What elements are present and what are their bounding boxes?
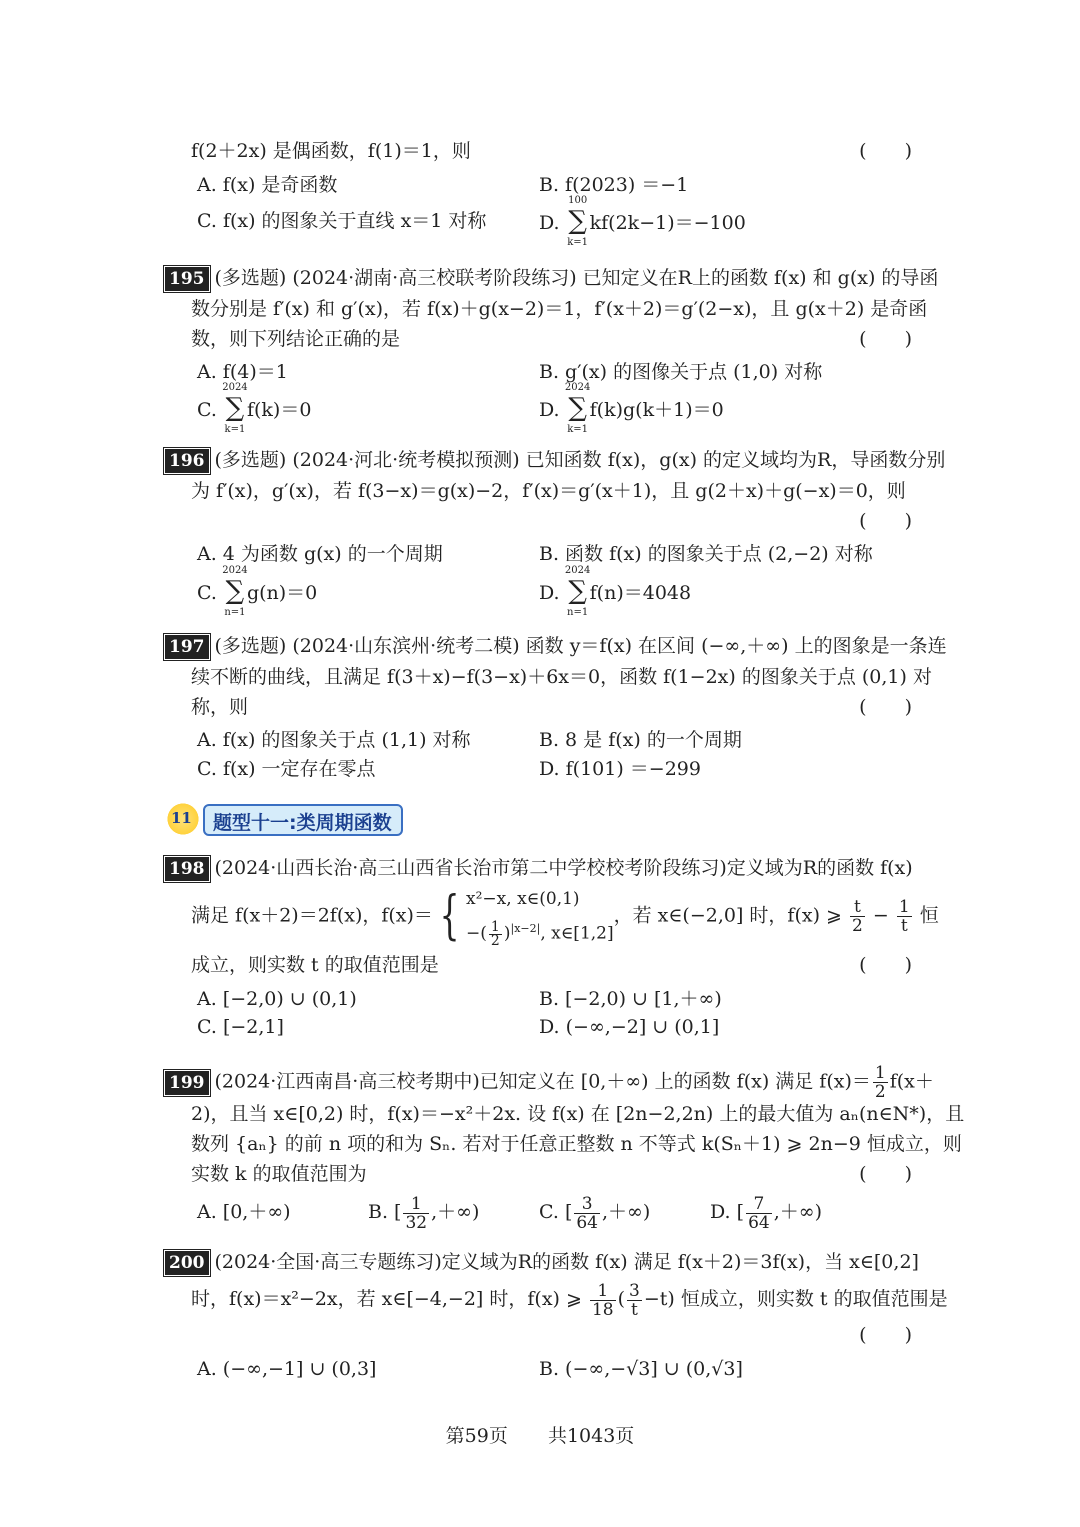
q200-option-a: A. (−∞,−1] ∪ (0,3]: [197, 1358, 377, 1380]
q194-option-a: A. f(x) 是奇函数: [197, 174, 338, 196]
q195-option-a: A. f(4)＝1: [197, 361, 288, 383]
q197-option-a: A. f(x) 的图象关于点 (1,1) 对称: [197, 729, 471, 751]
q195-option-d: [539, 382, 724, 435]
summation-symbol: 2024 ∑ n=1: [567, 578, 589, 606]
frac-numerator: 1: [490, 918, 500, 935]
q197-stem-line1: [165, 633, 947, 659]
sum-lower: n=1: [224, 607, 246, 618]
answer-paren: ( ): [859, 1324, 912, 1346]
q200-stem-line2: [191, 1280, 948, 1319]
stem-text: (2024·江西南昌·高三校考期中)已知定义在 [0,＋∞) 上的函数 f(x) 满足 f(x)＝: [214, 1070, 871, 1093]
stem-text: 满足 f(x＋2)＝2f(x)，f(x)＝: [191, 904, 433, 927]
q196-option-b: B. 函数 f(x) 的图象关于点 (2,−2) 对称: [539, 543, 873, 565]
answer-paren: ( ): [859, 1163, 912, 1185]
minus-sign: −: [866, 904, 895, 927]
sum-lower: k=1: [224, 424, 246, 435]
section-header: [163, 801, 403, 837]
option-text: f(k)g(k＋1)＝0: [589, 399, 724, 421]
q197-option-d: D. f(101) ＝−299: [539, 758, 701, 780]
section-title-bar: [203, 804, 403, 836]
q199-option-d: [710, 1194, 822, 1232]
open-paren: (: [617, 1288, 626, 1310]
q199-option-c: [539, 1194, 650, 1232]
answer-paren: ( ): [859, 140, 912, 162]
stem-text: (多选题) (2024·山东滨州·统考二模) 函数 y＝f(x) 在区间 (−∞,＋∞) 上的图象是一条连: [214, 635, 947, 657]
q198-stem-line3: 成立，则实数 t 的取值范围是: [191, 954, 439, 976]
option-text: ,＋∞): [431, 1201, 480, 1223]
q199-stem-line1: [165, 1064, 934, 1101]
total-pages: 共1043页: [547, 1425, 635, 1447]
exponent: |x−2|: [510, 922, 541, 935]
case-2-close: ): [503, 923, 511, 944]
frac-numerator: t: [850, 898, 865, 917]
sum-upper: 100: [568, 195, 588, 206]
answer-paren: ( ): [859, 510, 912, 532]
q198-stem-line1: [165, 855, 913, 881]
q199-stem-line2: 2)，且当 x∈[0,2) 时，f(x)＝−x²＋2x. 设 f(x) 在 [2n−2,2n) 上的最大值为 aₙ(n∈N*)，且: [191, 1103, 965, 1125]
stem-text: (2024·山西长治·高三山西省长治市第二中学校校考阶段练习)定义域为R的函数 f(x): [214, 857, 913, 879]
q197-stem-line3: 称，则: [191, 696, 249, 718]
q196-stem-line2: 为 f′(x)，g′(x)，若 f(3−x)＝g(x)−2，f′(x)＝g′(x＋1)，且 g(2＋x)＋g(−x)＝0，则: [191, 480, 906, 502]
frac-denominator: 2: [852, 915, 863, 936]
option-text: ,＋∞): [773, 1201, 822, 1223]
summation-symbol: 2024 ∑ k=1: [567, 395, 589, 423]
q195-option-b: B. g′(x) 的图像关于点 (1,0) 对称: [539, 361, 823, 383]
stem-text: (多选题) (2024·河北·统考模拟预测) 已知函数 f(x)，g(x) 的定义域均为R，导函数分别: [214, 449, 946, 471]
q196-option-a: A. 4 为函数 g(x) 的一个周期: [197, 543, 443, 565]
case-1: x²−x, x∈(0,1): [466, 889, 580, 909]
case-2-prefix: −(: [466, 923, 487, 944]
q198-option-d: D. (−∞,−2] ∪ (0,1]: [539, 1016, 720, 1038]
frac-numerator: 3: [574, 1195, 600, 1214]
piecewise-cases: [466, 884, 614, 949]
page-number: 第59页: [445, 1425, 508, 1447]
q197-option-c: C. f(x) 一定存在零点: [197, 758, 376, 780]
stem-text: 恒: [913, 904, 939, 927]
sum-lower: k=1: [567, 424, 589, 435]
frac-numerator: 7: [746, 1195, 772, 1214]
frac-denominator: t: [631, 1299, 638, 1320]
sum-upper: 2024: [564, 565, 591, 576]
answer-paren: ( ): [859, 328, 912, 350]
question-number: 197: [165, 635, 209, 659]
frac-numerator: 1: [874, 1063, 886, 1083]
frac-denominator: 2: [490, 932, 500, 949]
answer-paren: ( ): [859, 696, 912, 718]
q196-option-c: [197, 565, 318, 618]
q199-stem-line4: 实数 k 的取值范围为: [191, 1163, 367, 1185]
frac-denominator: t: [900, 915, 908, 936]
sum-upper: 2024: [222, 382, 248, 393]
stem-text: (多选题) (2024·湖南·高三校联考阶段练习) 已知定义在R上的函数 f(x) 和 g(x) 的导函: [214, 267, 939, 289]
option-label: C.: [197, 399, 223, 421]
q198-option-c: C. [−2,1]: [197, 1016, 284, 1038]
stem-text: (2024·全国·高三专题练习)定义域为R的函数 f(x) 满足 f(x＋2)＝3f(x)，当 x∈[0,2]: [214, 1251, 919, 1273]
frac-denominator: 18: [591, 1299, 614, 1320]
option-label: D. [: [710, 1201, 745, 1223]
stem-text: −t) 恒成立，则实数 t 的取值范围是: [643, 1288, 948, 1310]
q196-stem-line1: [165, 447, 945, 473]
frac-numerator: 3: [629, 1280, 640, 1301]
question-number: 198: [165, 857, 209, 881]
answer-paren: ( ): [859, 954, 912, 976]
question-number: 196: [165, 449, 209, 473]
question-number: 195: [165, 267, 209, 291]
case-2: [466, 914, 614, 949]
frac-numerator: 1: [590, 1282, 616, 1301]
frac-numerator: 1: [403, 1195, 429, 1214]
frac-denominator: 64: [576, 1212, 598, 1233]
sum-upper: 2024: [564, 382, 591, 393]
frac-denominator: 64: [748, 1212, 770, 1233]
q200-option-b: B. (−∞,−√3] ∪ (0,√3]: [539, 1358, 743, 1380]
option-label: D.: [539, 399, 566, 421]
brace-symbol: {: [439, 886, 460, 947]
q199-stem-line3: 数列 {aₙ} 的前 n 项的和为 Sₙ. 若对于任意正整数 n 不等式 k(Sₙ＋1) ⩾ 2n−9 恒成立，则: [191, 1133, 962, 1155]
question-number: 199: [165, 1071, 209, 1095]
page-footer: [0, 1421, 1080, 1448]
summation-symbol: 2024 ∑ n=1: [224, 578, 246, 606]
frac-numerator: 1: [898, 896, 910, 917]
q195-option-c: [197, 382, 312, 435]
question-number: 200: [165, 1251, 209, 1275]
stem-text: f(x＋: [889, 1070, 934, 1093]
case-2-domain: , x∈[1,2]: [540, 923, 614, 944]
option-label: B. [: [368, 1201, 402, 1223]
q197-option-b: B. 8 是 f(x) 的一个周期: [539, 729, 742, 751]
sum-upper: 2024: [222, 565, 248, 576]
option-label: D.: [539, 212, 566, 234]
star-badge-icon: [163, 803, 203, 835]
q198-option-b: B. [−2,0) ∪ [1,＋∞): [539, 988, 722, 1010]
q196-option-d: [539, 565, 692, 618]
option-label: D.: [539, 582, 566, 604]
option-text: g(n)＝0: [246, 582, 318, 604]
option-text: kf(2k−1)＝−100: [589, 212, 746, 234]
section-number: 11: [171, 809, 192, 827]
q195-stem-line2: 数分别是 f′(x) 和 g′(x)，若 f(x)＋g(x−2)＝1，f′(x＋2)＝g′(2−x)，且 g(x＋2) 是奇函: [191, 298, 928, 320]
q199-option-b: [368, 1194, 479, 1232]
stem-text: 时，f(x)＝x²−2x，若 x∈[−4,−2] 时，f(x) ⩾: [191, 1288, 588, 1310]
option-text: f(k)＝0: [246, 399, 312, 421]
q198-option-a: A. [−2,0) ∪ (0,1): [197, 988, 357, 1010]
summation-symbol: 2024 ∑ k=1: [224, 395, 246, 423]
q197-stem-line2: 续不断的曲线，且满足 f(3＋x)−f(3−x)＋6x＝0，函数 f(1−2x) 的图象关于点 (0,1) 对: [191, 666, 932, 688]
q194-option-d: [539, 195, 746, 248]
q194-option-c: C. f(x) 的图象关于直线 x＝1 对称: [197, 210, 487, 232]
q199-option-a: A. [0,＋∞): [197, 1201, 291, 1223]
sum-lower: n=1: [567, 607, 589, 618]
frac-denominator: 32: [405, 1212, 428, 1233]
stem-text: ，若 x∈(−2,0] 时，f(x) ⩾: [613, 904, 849, 927]
q194-option-b: B. f(2023) ＝−1: [539, 174, 689, 196]
section-title: 题型十一:类周期函数: [213, 812, 392, 834]
q198-stem-line2: [191, 884, 939, 949]
option-label: C.: [197, 582, 223, 604]
sum-lower: k=1: [567, 237, 589, 248]
summation-symbol: 100 ∑ k=1: [567, 208, 589, 236]
q195-stem-line1: [165, 265, 938, 291]
option-text: ,＋∞): [602, 1201, 651, 1223]
option-label: C. [: [539, 1201, 573, 1223]
q200-stem-line1: [165, 1249, 919, 1275]
q194-stem-line: f(2＋2x) 是偶函数，f(1)＝1，则: [191, 140, 471, 162]
option-text: f(n)＝4048: [589, 582, 692, 604]
frac-denominator: 2: [874, 1082, 886, 1102]
q195-stem-line3: 数，则下列结论正确的是: [191, 328, 401, 350]
